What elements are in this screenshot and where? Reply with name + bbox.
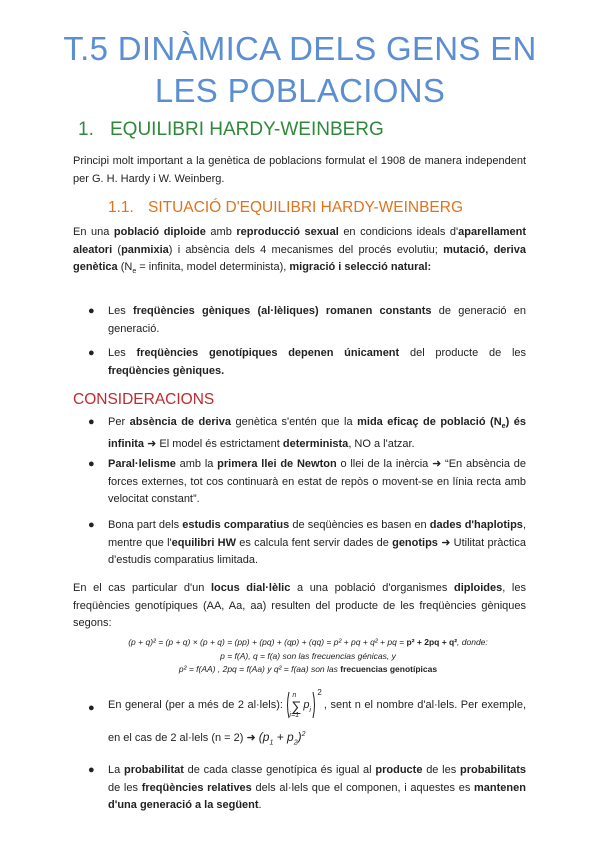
- list-item: ● Les freqüències gèniques (al·lèliques) romanen constants de generació en generació.: [88, 305, 526, 335]
- situacio-paragraph: En una població diploide amb reproducció sexual en condicions ideals d'aparellament aleatori (panmixia) i absència dels 4 mecanismes del procés evolutiu; mutació, deriva genètica ($N_e$ = infinita, model determinista), migració i selecció natural:: [73, 226, 527, 276]
- list-item: ● Les freqüències genotípiques depenen únicament del producte de les freqüències gèniques.: [88, 347, 527, 377]
- list-item: ● Paral·lelisme amb la primera llei de Newton o llei de la inèrcia ➜ “En absència de forces externes, tot cos continuarà en estat de repòs o movent-se en línia recta amb velocitat constant”.: [88, 458, 526, 505]
- list-item: ● La probabilitat de cada classe genotípica és igual al producte de les probabilitats de les freqüències relatives dels al·lels que el componen, i aquestes es mantenen d'una generació a la següent.: [88, 764, 527, 811]
- section-heading-1-1: 1.1. SITUACIÓ D'EQUILIBRI HARDY-WEINBERG: [108, 199, 464, 216]
- bullet-icon: ●: [88, 458, 95, 470]
- bullet-icon: ●: [88, 702, 95, 714]
- bullet-icon: ●: [88, 347, 95, 359]
- bullet-icon: ●: [88, 416, 95, 428]
- summation-formula: n ∑ i=1 p i 2: [286, 690, 320, 720]
- list-item: ● Bona part dels estudis comparatius de seqüències es basen en dades d'haplotips, mentre que l'equilibri HW es calcula fent servir dades de genotips ➜ Utilitat pràctica d'estudis comparatius limitada.: [88, 519, 526, 566]
- consideracions-heading: CONSIDERACIONS: [73, 391, 215, 408]
- intro-paragraph: Principi molt important a la genètica de poblacions formulat el 1908 de manera independent per G. H. Hardy i W. Weinberg.: [73, 155, 526, 185]
- bullet-icon: ●: [88, 519, 95, 531]
- list-item: ● Per absència de deriva genètica s'entén que la mida eficaç de població $(N_e)$ és infinita ➜ El model és estrictament determinista, NO a l'atzar.: [88, 416, 526, 450]
- hardy-weinberg-formula: (p + q)² = (p + q) × (p + q) = (pp) + (pq) + (qp) + (qq) = p² + pq + q² + pq = p² + 2pq + q², donde: p = f(A), q = f(a) son las frecuencias génicas, y p² = f(AA) , 2pq = f(Aa) y q² = f(aa) son las frecuencias genotípicas: [128, 637, 488, 674]
- section-heading-1: 1. EQUILIBRI HARDY-WEINBERG: [78, 119, 384, 140]
- bullet-icon: ●: [88, 764, 95, 776]
- list-item: ● En general (per a més de 2 al·lels): n ∑ i=1 p i 2 , sent n el nombre d'al·lels. Per exemple, en el cas de 2 al·lels (n = 2) ➜ $(p_1 + p_2)^2$: [88, 688, 526, 747]
- bullet-icon: ●: [88, 305, 95, 317]
- page-title: T.5 DINÀMICA DELS GENS EN LES POBLACIONS: [63, 30, 537, 109]
- cas-paragraph: En el cas particular d'un locus dial·lèlic a una població d'organismes diploides, les freqüències genotípiques (AA, Aa, aa) resulten del producte de les freqüències gèniques segons:: [73, 582, 526, 629]
